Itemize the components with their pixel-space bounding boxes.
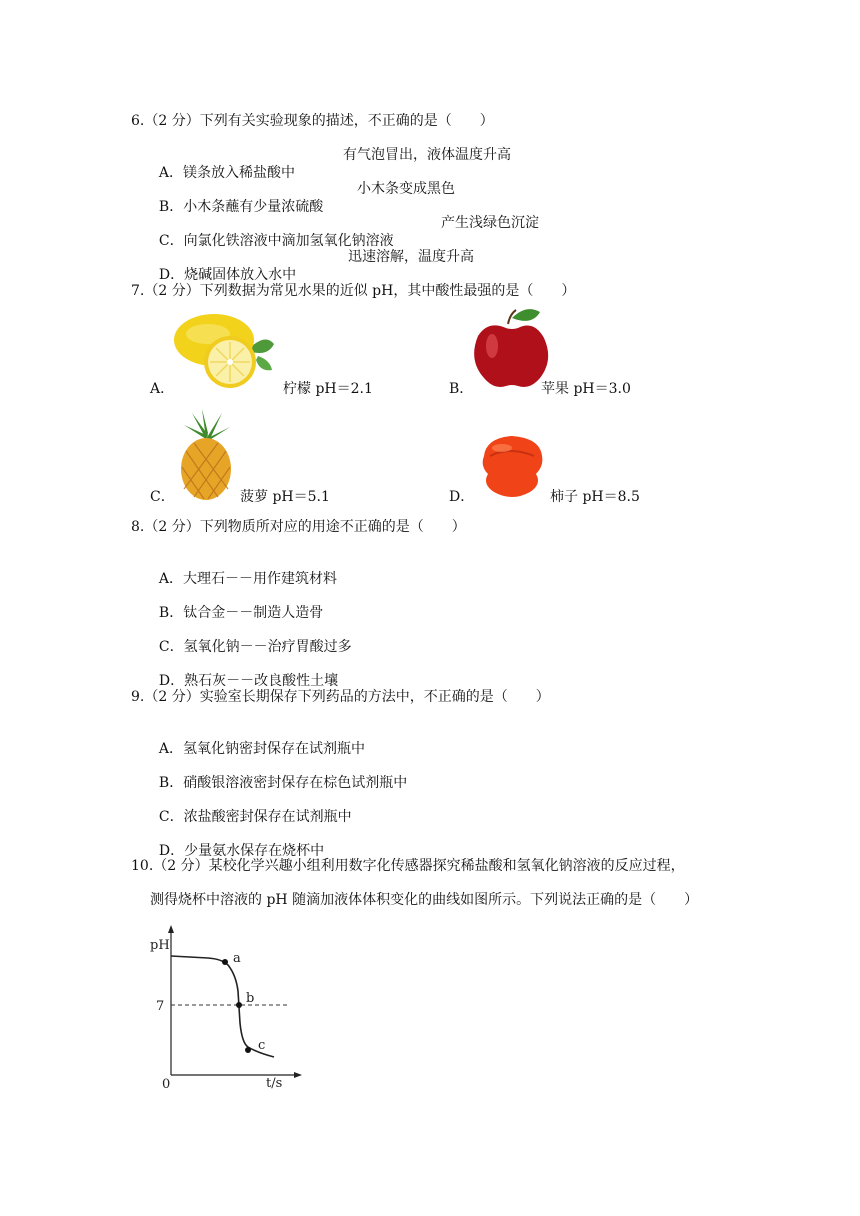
q9-option-c[interactable]: [150, 790, 352, 826]
q9-stem: 9.（2 分）实验室长期保存下列药品的方法中，不正确的是（ ）: [131, 689, 550, 705]
q8-option-b[interactable]: [150, 586, 323, 622]
point-c: [245, 1047, 251, 1053]
option-text: 烧碱固体放入水中: [184, 267, 297, 283]
option-label: C．: [158, 233, 184, 249]
option-text: 向氯化铁溶液中滴加氢氧化钠溶液: [183, 233, 394, 249]
option-text: 小木条蘸有少量浓硫酸: [183, 199, 324, 215]
apple-image: [472, 306, 544, 390]
q9-option-b[interactable]: [150, 756, 407, 792]
option-text: 浓盐酸密封保存在试剂瓶中: [183, 809, 352, 825]
q6-option-b[interactable]: [150, 180, 323, 216]
q6-option-c[interactable]: [150, 214, 394, 250]
y-axis-label: pH: [150, 938, 170, 953]
q7-option-a-label[interactable]: A．: [150, 381, 175, 397]
option-text: 氢氧化钠－－治疗胃酸过多: [183, 639, 352, 655]
x-axis-label: t/s: [266, 1076, 283, 1091]
option-text: 少量氨水保存在烧杯中: [184, 843, 325, 859]
ph-curve-figure: [150, 925, 310, 1090]
q7-option-c-label[interactable]: C．: [150, 489, 175, 505]
q9-option-a[interactable]: [150, 722, 365, 758]
ref-7-label: 7: [156, 999, 165, 1014]
option-text: 大理石－－用作建筑材料: [183, 571, 338, 587]
option-label: B．: [158, 775, 184, 791]
point-a: [222, 959, 228, 965]
q7-option-d-label[interactable]: D．: [449, 489, 475, 505]
point-a-label: a: [233, 951, 241, 966]
q7-option-a-text: 柠檬 pH＝2.1: [283, 381, 373, 397]
q7-option-d-text: 柿子 pH＝8.5: [550, 489, 640, 505]
q8-option-c[interactable]: [150, 620, 352, 656]
origin-label: 0: [162, 1077, 171, 1092]
y-axis-arrow: [168, 925, 174, 933]
q6-option-d[interactable]: [150, 248, 296, 284]
q8-option-d[interactable]: [150, 654, 338, 690]
q10-stem-line2: 测得烧杯中溶液的 pH 随滴加液体体积变化的曲线如图所示。下列说法正确的是（ ）: [150, 892, 699, 908]
q6-stem: 6.（2 分）下列有关实验现象的描述，不正确的是（ ）: [131, 113, 494, 129]
q7-option-c-text: 菠萝 pH＝5.1: [240, 489, 330, 505]
q6-option-c-result: 产生浅绿色沉淀: [441, 215, 539, 231]
option-label: C．: [158, 639, 184, 655]
option-label: A．: [158, 741, 184, 757]
option-text: 硝酸银溶液密封保存在棕色试剂瓶中: [183, 775, 408, 791]
persimmon-image: [476, 434, 548, 500]
option-text: 钛合金－－制造人造骨: [183, 605, 324, 621]
lemon-image: [174, 312, 280, 390]
option-label: A．: [158, 165, 184, 181]
option-label: B．: [158, 605, 184, 621]
option-text: 镁条放入稀盐酸中: [183, 165, 296, 181]
option-label: D．: [158, 267, 185, 283]
q6-option-a-result: 有气泡冒出，液体温度升高: [343, 147, 511, 163]
point-b-label: b: [246, 991, 255, 1006]
q10-stem-line1: 10.（2 分）某校化学兴趣小组利用数字化传感器探究稀盐酸和氢氧化钠溶液的反应过程，: [131, 858, 685, 874]
q9-option-d[interactable]: [150, 824, 324, 860]
option-text: 氢氧化钠密封保存在试剂瓶中: [183, 741, 366, 757]
option-label: D．: [158, 843, 185, 859]
q7-stem: 7.（2 分）下列数据为常见水果的近似 pH，其中酸性最强的是（ ）: [131, 283, 576, 299]
q7-option-b-label[interactable]: B．: [449, 381, 474, 397]
pineapple-image: [176, 405, 236, 501]
q6-option-b-result: 小木条变成黑色: [357, 181, 455, 197]
q6-option-d-result: 迅速溶解，温度升高: [348, 249, 474, 265]
point-c-label: c: [258, 1038, 266, 1053]
point-b: [236, 1002, 242, 1008]
q7-option-b-text: 苹果 pH＝3.0: [541, 381, 631, 397]
option-label: A．: [158, 571, 184, 587]
q8-option-a[interactable]: [150, 552, 337, 588]
option-label: C．: [158, 809, 184, 825]
q6-option-a[interactable]: [150, 146, 295, 182]
x-axis-arrow: [294, 1072, 302, 1078]
option-label: B．: [158, 199, 184, 215]
option-label: D．: [158, 673, 185, 689]
option-text: 熟石灰－－改良酸性土壤: [184, 673, 339, 689]
q8-stem: 8.（2 分）下列物质所对应的用途不正确的是（ ）: [131, 519, 466, 535]
